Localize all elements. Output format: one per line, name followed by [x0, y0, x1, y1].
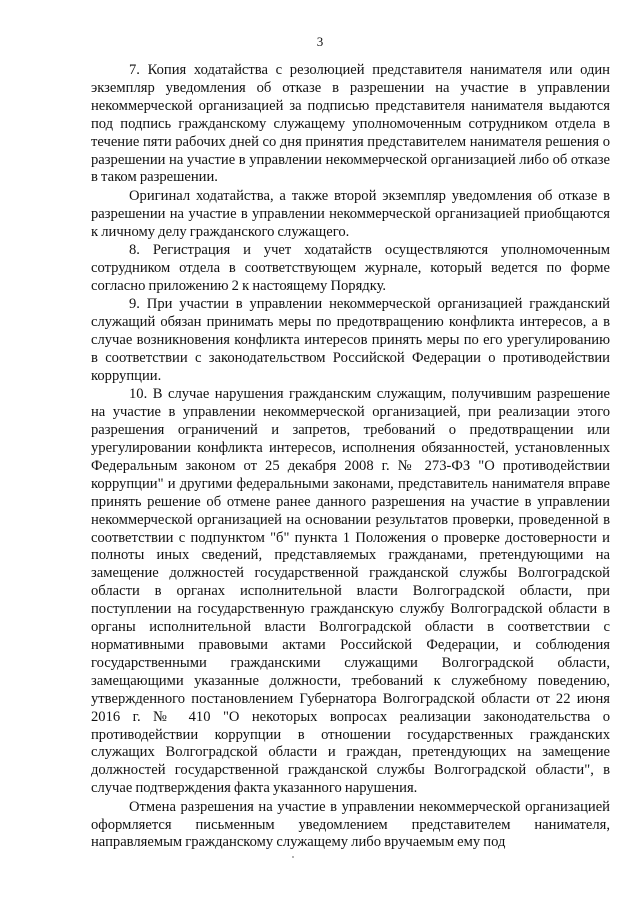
paragraph-7: 7. Копия ходатайства с резолюцией представителя нанимателя или один экземпляр уведомления об отказе в разрешении на участие в управлении некоммерческой организацией за подписью представителя нанимателя выдаются под подпись гражданскому служащему уполномоченным сотрудником отдела в течение пяти рабочих дней со дня принятия представителем нанимателя решения о разрешении на участие в управлении некоммерческой организацией либо об отказе в таком разрешении.	[91, 62, 610, 186]
paragraph-revocation: Отмена разрешения на участие в управлении некоммерческой организацией оформляется письменным уведомлением представителем нанимателя, направляемым гражданскому служащему либо вручаемым ему под	[91, 798, 610, 851]
paragraph-original-petition: Оригинал ходатайства, а также второй экземпляр уведомления об отказе в разрешении на участие в управлении некоммерческой организацией приобщаются к личному делу гражданского служащего.	[91, 187, 610, 240]
paragraph-10: 10. В случае нарушения гражданским служащим, получившим разрешение на участие в управлении некоммерческой организацией, при реализации этого разрешения ограничений и запретов, требований о предотвращении или урегулировании конфликта интересов, исполнения обязанностей, установленных Федеральным законом от 25 декабря 2008 г. № 273-ФЗ "О противодействии коррупции" и другими федеральными законами, представитель нанимателя вправе принять решение об отмене ранее данного разрешения на участие в управлении некоммерческой организацией на основании результатов проверки, проведенной в соответствии с подпунктом "б" пункта 1 Положения о проверке достоверности и полноты иных сведений, представляемых гражданами, претендующими на замещение должностей государственной гражданской службы Волгоградской области в органах исполнительной власти Волгоградской области, при поступлении на государственную гражданскую службу Волгоградской области в органы исполнительной власти Волгоградской области в соответствии с нормативными правовыми актами Российской Федерации, и соблюдения государственными гражданскими служащими Волгоградской области, замещающими указанные должности, требований к служебному поведению, утвержденного постановлением Губернатора Волгоградской области от 22 июня 2016 г. № 410 "О некоторых вопросах реализации законодательства о противодействии коррупции в отношении государственных гражданских служащих Волгоградской области и граждан, претендующих на замещение должностей государственной гражданской службы Волгоградской области", в случае подтверждения факта указанного нарушения.	[91, 386, 610, 797]
page-number: 3	[316, 34, 324, 49]
document-body	[91, 62, 610, 852]
paragraph-9: 9. При участии в управлении некоммерческой организацией гражданский служащий обязан принимать меры по предотвращению конфликта интересов, а в случае возникновения конфликта интересов принять меры по его урегулированию в соответствии с законодательством Российской Федерации о противодействии коррупции.	[91, 296, 610, 384]
scan-speck	[292, 856, 294, 858]
paragraph-8: 8. Регистрация и учет ходатайств осуществляются уполномоченным сотрудником отдела в соответствующем журнале, который ведется по форме согласно приложению 2 к настоящему Порядку.	[91, 242, 610, 294]
